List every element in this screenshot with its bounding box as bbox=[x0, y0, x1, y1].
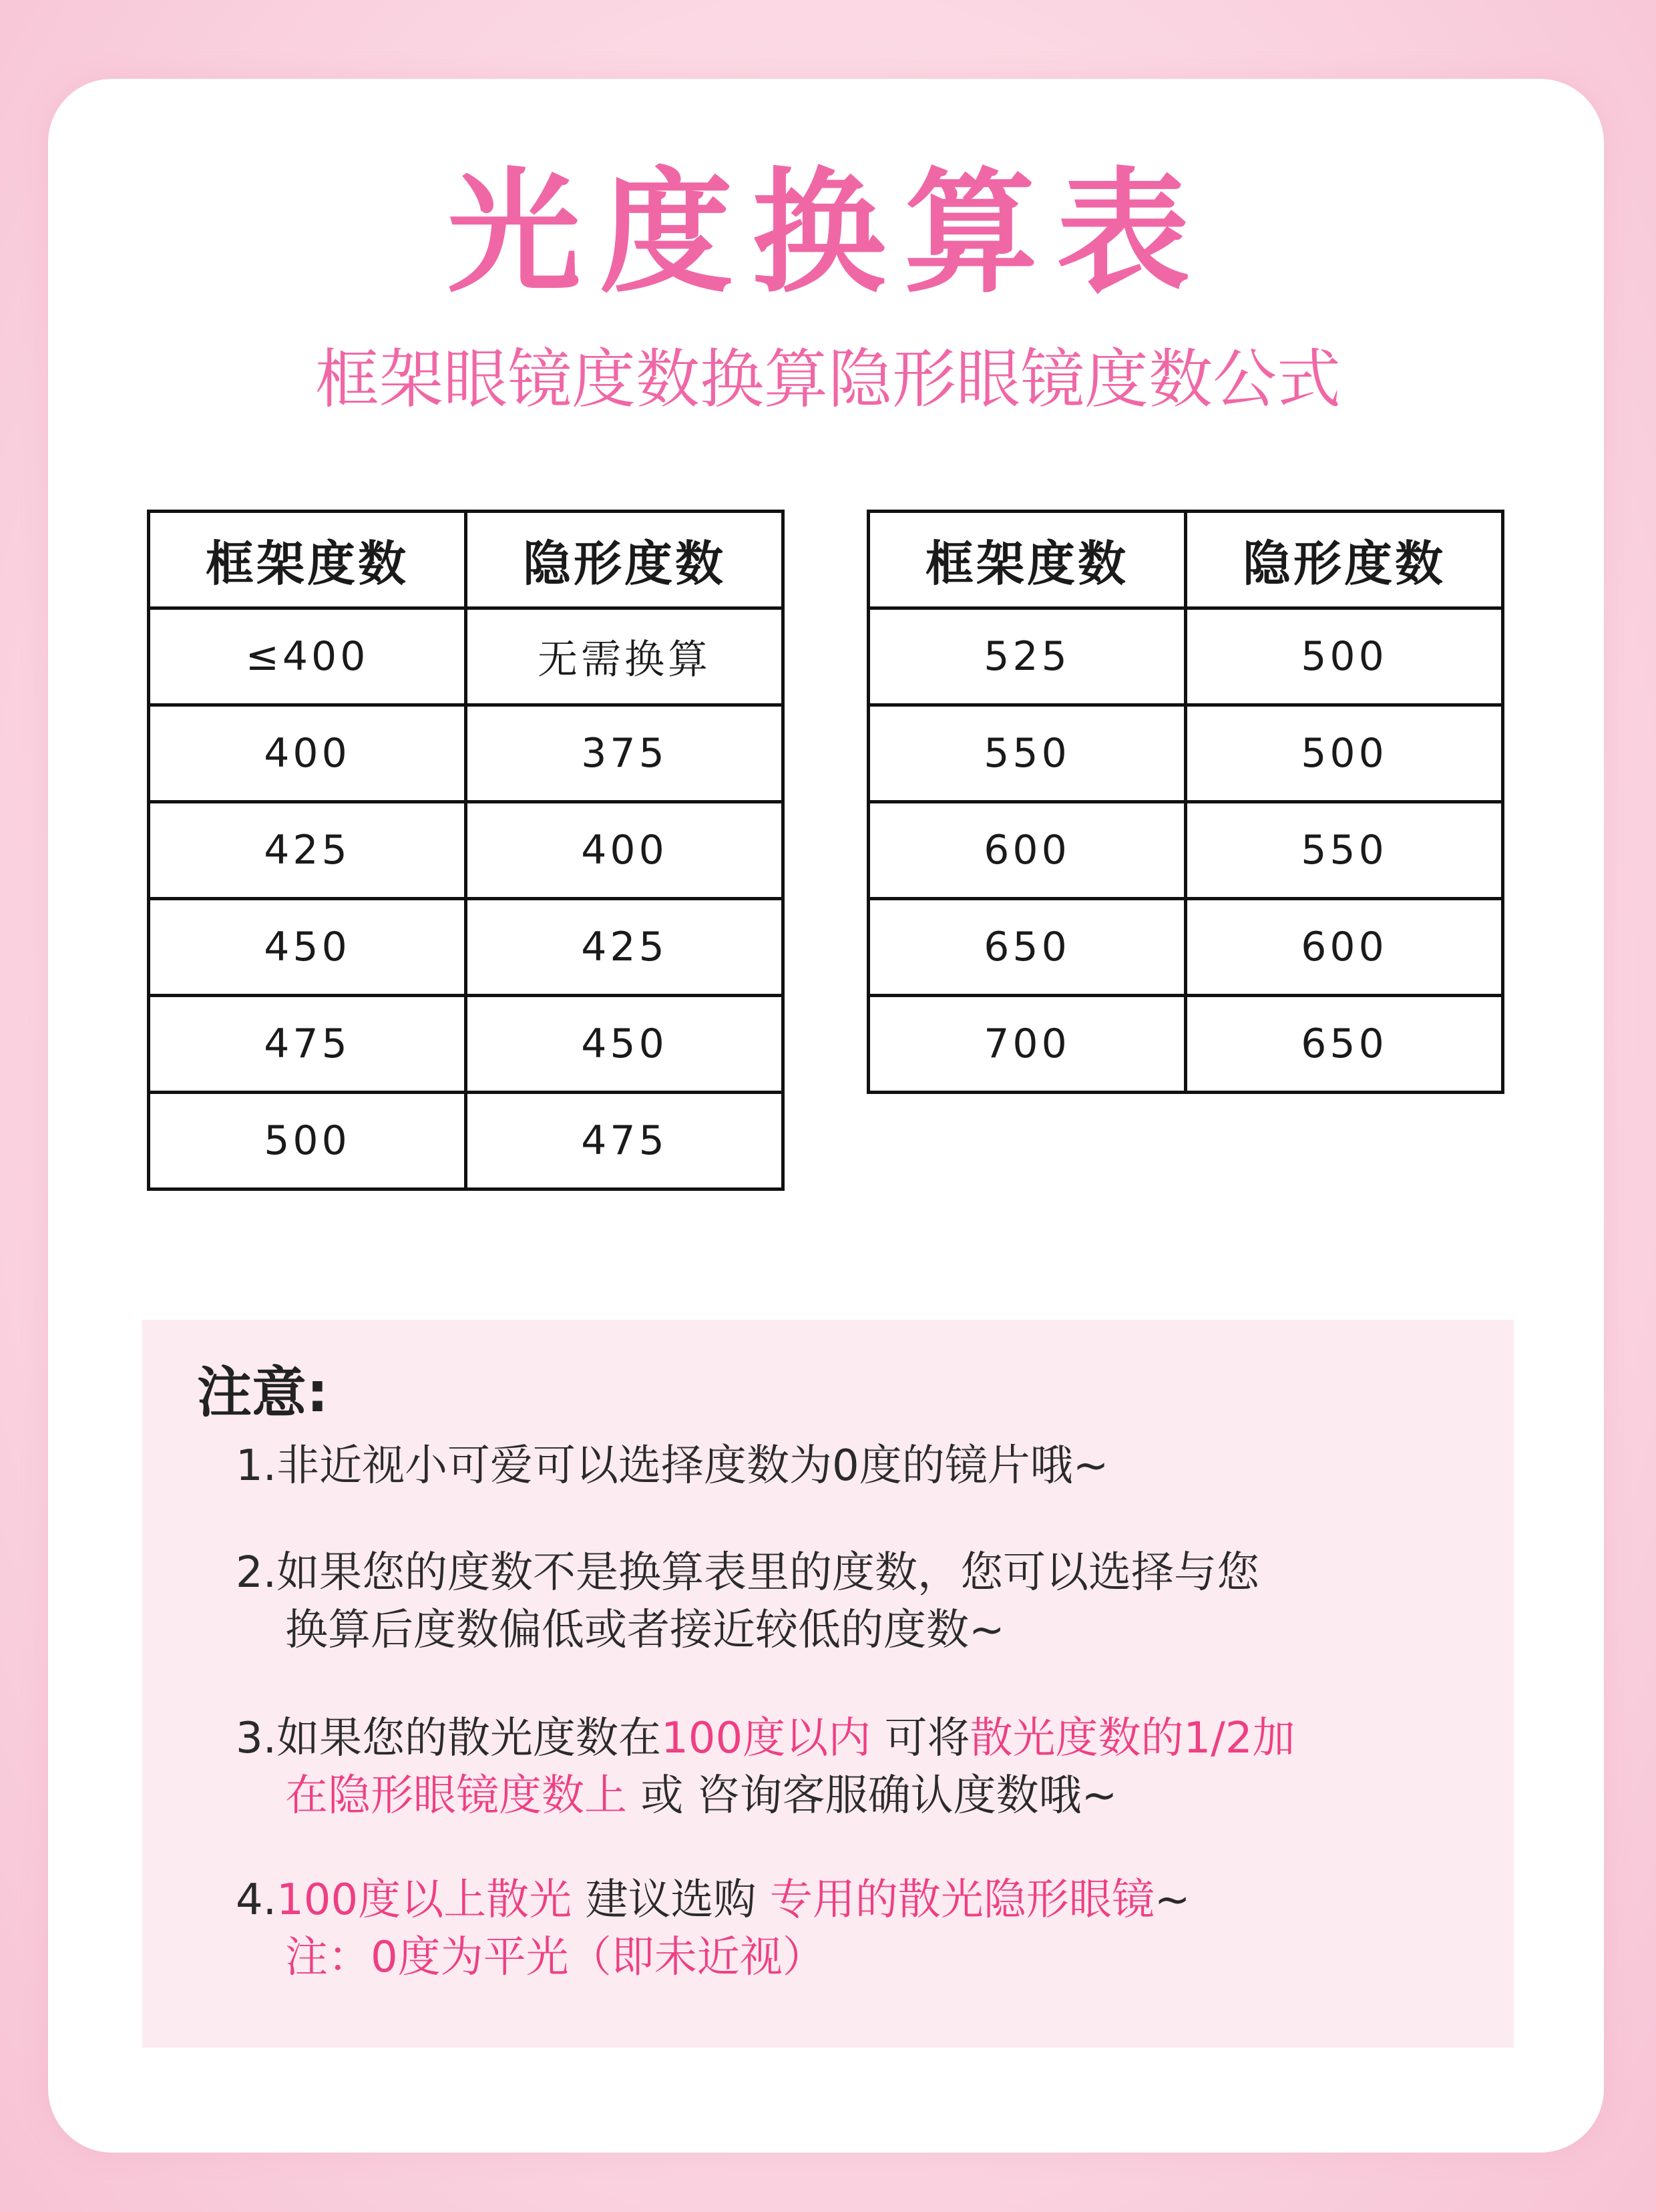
cell-contact-power: 400 bbox=[466, 802, 783, 899]
cell-frame-power: 475 bbox=[149, 996, 466, 1093]
note-item bbox=[236, 1544, 1498, 1659]
notes-panel bbox=[142, 1320, 1514, 2048]
table-row bbox=[149, 705, 783, 802]
header-contact-power: 隐形度数 bbox=[466, 512, 783, 608]
note-highlight: 注：0度为平光（即未近视） bbox=[285, 1933, 825, 1982]
header-frame-power: 框架度数 bbox=[869, 512, 1186, 608]
cell-contact-power: 475 bbox=[466, 1093, 783, 1189]
table-header-row bbox=[869, 512, 1503, 608]
note-text: 2.如果您的度数不是换算表里的度数，您可以选择与您 bbox=[236, 1548, 1260, 1598]
note-item bbox=[236, 1871, 1498, 1986]
table-header-row bbox=[149, 512, 783, 608]
table-row bbox=[869, 608, 1503, 705]
note-text: 1.非近视小可爱可以选择度数为0度的镜片哦~ bbox=[236, 1441, 1109, 1491]
table-row bbox=[149, 899, 783, 996]
note-item bbox=[236, 1437, 1498, 1495]
cell-contact-power: 500 bbox=[1186, 608, 1503, 705]
note-text: 或 咨询客服确认度数哦~ bbox=[627, 1771, 1118, 1821]
note-item bbox=[236, 1710, 1498, 1825]
table-row bbox=[149, 1093, 783, 1189]
table-row bbox=[869, 996, 1503, 1093]
cell-contact-power: 无需换算 bbox=[466, 608, 783, 705]
cell-frame-power: 600 bbox=[869, 802, 1186, 899]
note-highlight: 100度以上散光 bbox=[276, 1875, 572, 1925]
cell-frame-power: 650 bbox=[869, 899, 1186, 996]
page-title: 光度换算表 bbox=[447, 156, 1209, 311]
note-line bbox=[236, 1767, 1498, 1825]
header-contact-power: 隐形度数 bbox=[1186, 512, 1503, 608]
cell-frame-power: 700 bbox=[869, 996, 1186, 1093]
cell-frame-power: 425 bbox=[149, 802, 466, 899]
note-text: 建议选购 bbox=[572, 1875, 770, 1925]
cell-contact-power: 500 bbox=[1186, 705, 1503, 802]
note-text: 4. bbox=[236, 1875, 277, 1925]
header-frame-power: 框架度数 bbox=[149, 512, 466, 608]
cell-frame-power: 450 bbox=[149, 899, 466, 996]
cell-frame-power: 500 bbox=[149, 1093, 466, 1189]
notes-heading: 注意: bbox=[197, 1361, 329, 1425]
cell-contact-power: 425 bbox=[466, 899, 783, 996]
table-row bbox=[869, 899, 1503, 996]
note-text: 换算后度数偏低或者接近较低的度数~ bbox=[285, 1606, 1005, 1655]
table-row bbox=[149, 608, 783, 705]
note-highlight: 在隐形眼镜度数上 bbox=[285, 1771, 627, 1821]
conversion-table-right bbox=[867, 510, 1504, 1094]
table-row bbox=[869, 705, 1503, 802]
table-row bbox=[149, 802, 783, 899]
cell-contact-power: 650 bbox=[1186, 996, 1503, 1093]
note-highlight: 专用的散光隐形眼镜 bbox=[769, 1875, 1155, 1925]
note-text: ~ bbox=[1154, 1875, 1191, 1925]
page-subtitle: 框架眼镜度数换算隐形眼镜度数公式 bbox=[315, 342, 1341, 417]
cell-contact-power: 550 bbox=[1186, 802, 1503, 899]
cell-contact-power: 600 bbox=[1186, 899, 1503, 996]
note-text: 3.如果您的散光度数在 bbox=[236, 1714, 662, 1763]
note-highlight: 散光度数的1/2加 bbox=[970, 1714, 1295, 1763]
conversion-table-left bbox=[147, 510, 785, 1191]
note-highlight: 100度以内 bbox=[661, 1714, 871, 1763]
cell-contact-power: 450 bbox=[466, 996, 783, 1093]
note-text: 可将 bbox=[871, 1714, 970, 1763]
cell-frame-power: 400 bbox=[149, 705, 466, 802]
table-row bbox=[149, 996, 783, 1093]
cell-frame-power: 525 bbox=[869, 608, 1186, 705]
table-row bbox=[869, 802, 1503, 899]
cell-frame-power: ≤400 bbox=[149, 608, 466, 705]
cell-frame-power: 550 bbox=[869, 705, 1186, 802]
cell-contact-power: 375 bbox=[466, 705, 783, 802]
